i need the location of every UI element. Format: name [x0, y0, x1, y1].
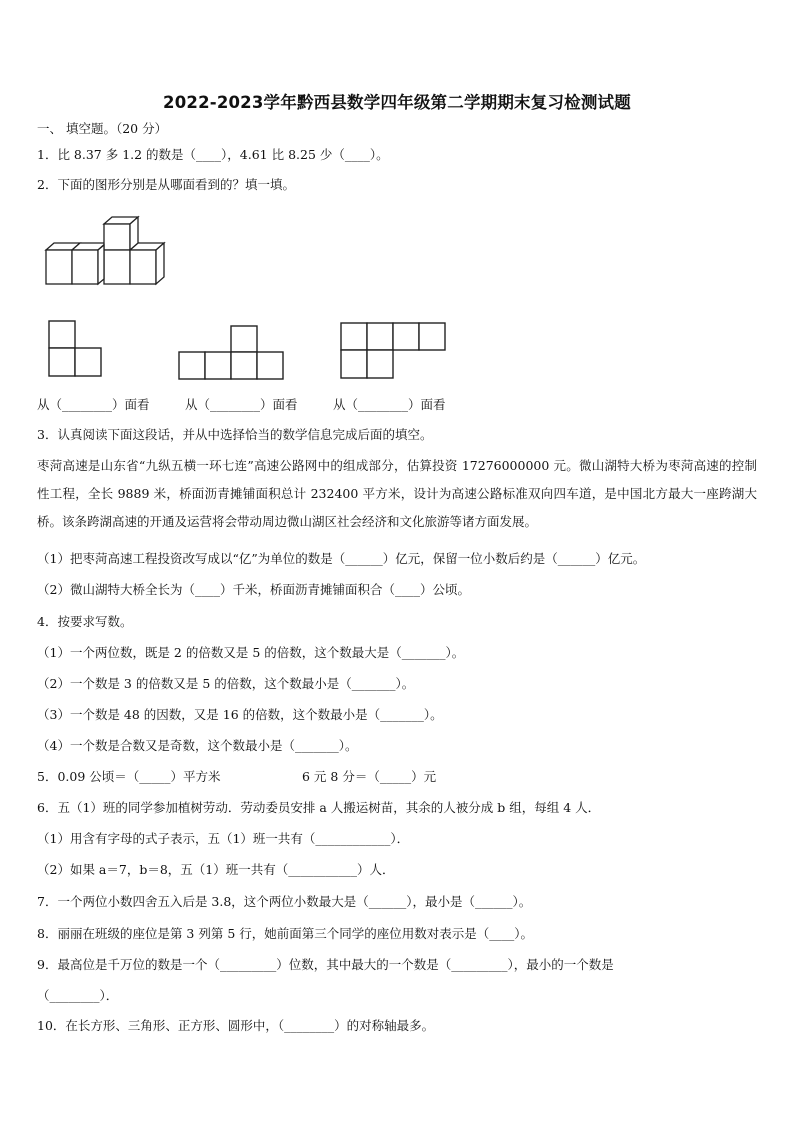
question-3: 3．认真阅读下面这段话，并从中选择恰当的数学信息完成后面的填空。: [37, 427, 433, 442]
question-5b: 6 元 8 分＝（_____）元: [302, 769, 437, 784]
page-title: 2022-2023学年黔西县数学四年级第二学期期末复习检测试题: [163, 93, 631, 112]
question-10: 10．在长方形、三角形、正方形、圆形中，（________）的对称轴最多。: [37, 1018, 435, 1033]
question-6-1: （1）用含有字母的式子表示，五（1）班一共有（____________）．: [37, 831, 410, 846]
question-2: 2．下面的图形分别是从哪面看到的？填一填。: [37, 177, 295, 192]
question-6-2: （2）如果 a＝7，b＝8，五（1）班一共有（___________）人．: [37, 862, 395, 877]
question-4-2: （2）一个数是 3 的倍数又是 5 的倍数，这个数最小是（_______）。: [37, 676, 415, 691]
question-9: 9．最高位是千万位的数是一个（_________）位数，其中最大的一个数是（_________），最小的一个数是: [37, 957, 614, 972]
question-4: 4．按要求写数。: [37, 614, 133, 629]
question-3-1: （1）把枣菏高速工程投资改写成以“亿”为单位的数是（______）亿元，保留一位小数后约是（______）亿元。: [37, 551, 646, 566]
view-answer-blanks: [37, 395, 446, 413]
view-figure-1: [48, 320, 104, 380]
question-4-1: （1）一个两位数，既是 2 的倍数又是 5 的倍数，这个数最大是（_______）。: [37, 645, 465, 660]
question-4-4: （4）一个数是合数又是奇数，这个数最小是（_______）。: [37, 738, 358, 753]
question-3-passage: 枣菏高速是山东省“九纵五横一环七连”高速公路网中的组成部分，估算投资 17276000000 元。微山湖特大桥为枣菏高速的控制性工程，全长 9889 米，桥面沥青摊铺面积总计 232400 平方米，设计为高速公路标准双向四车道，是中国北方最大一座跨湖大桥。该条跨湖高速的开通及运营将会带动周边微山湖区社会经济和文化旅游等诸方面发展。: [37, 458, 757, 529]
question-4-3: （3）一个数是 48 的因数，又是 16 的倍数，这个数最小是（_______）。: [37, 707, 443, 722]
cube-stack-figure: [40, 210, 170, 290]
question-9-continued: （________）．: [37, 988, 119, 1003]
question-7: 7．一个两位小数四舍五入后是 3.8，这个两位小数最大是（______），最小是（______）。: [37, 894, 532, 909]
question-3-2: （2）微山湖特大桥全长为（____）千米，桥面沥青摊铺面积合（____）公顷。: [37, 582, 470, 597]
question-8: 8．丽丽在班级的座位是第 3 列第 5 行，她前面第三个同学的座位用数对表示是（____）。: [37, 926, 534, 941]
view-figure-2: [178, 325, 286, 381]
view-blank-3: 从（________）面看: [333, 397, 446, 412]
view-blank-1: 从（________）面看: [37, 397, 150, 412]
view-blank-2: 从（________）面看: [185, 397, 298, 412]
question-1: 1．比 8.37 多 1.2 的数是（____），4.61 比 8.25 少（____）。: [37, 147, 389, 162]
question-6: 6．五（1）班的同学参加植树劳动．劳动委员安排 a 人搬运树苗，其余的人被分成 b 组，每组 4 人．: [37, 800, 601, 815]
section-heading: 一、 填空题。（20 分）: [37, 121, 168, 136]
question-5a: 5．0.09 公顷＝（_____）平方米: [37, 769, 221, 784]
view-figure-3: [340, 322, 450, 382]
